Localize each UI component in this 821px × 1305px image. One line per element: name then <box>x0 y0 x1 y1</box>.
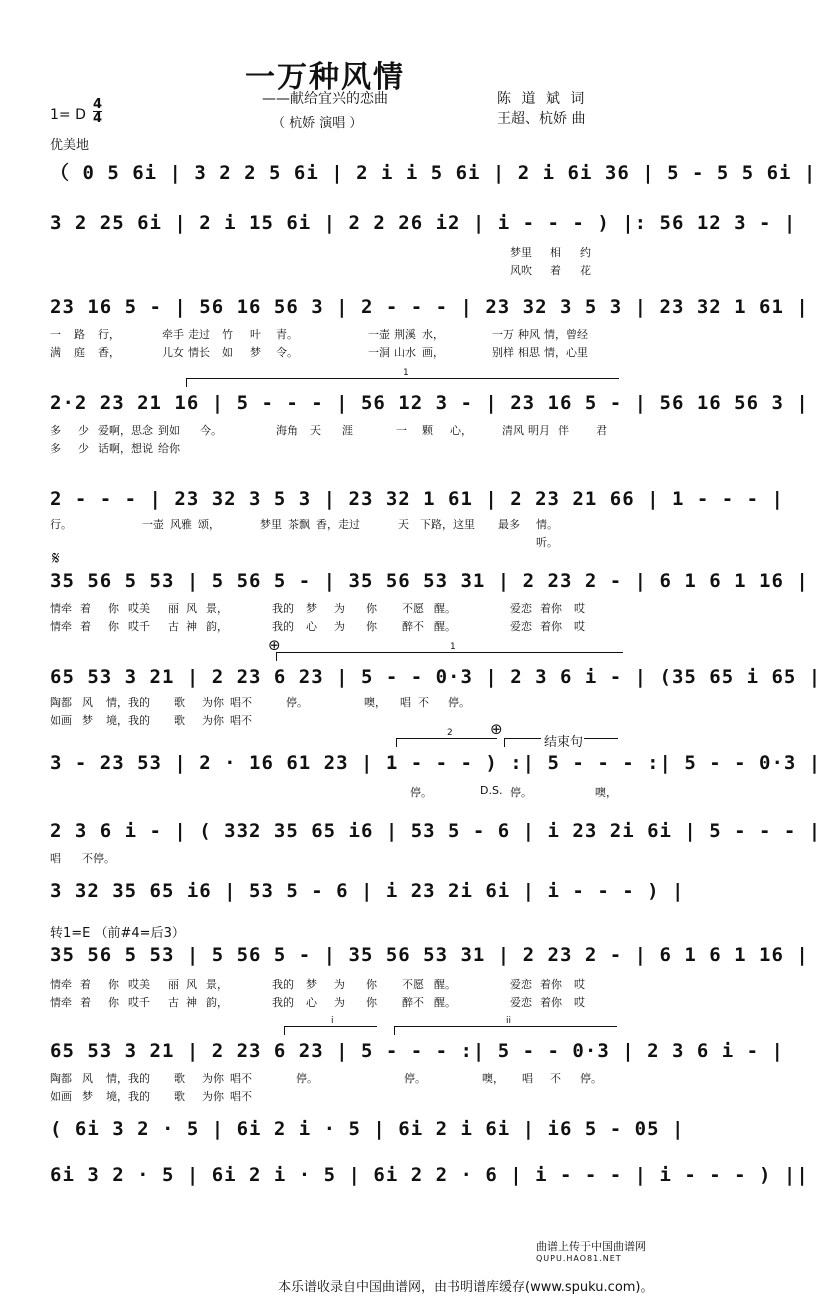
lyric-syllable: 清风 <box>502 424 524 437</box>
lyric-syllable: 爱恋 <box>510 978 532 991</box>
lyric-syllable: 唱不 <box>230 714 252 727</box>
lyric-syllable: 丽 <box>168 978 179 991</box>
lyric-syllable: 哎 <box>574 996 585 1009</box>
lyric-syllable: 停。 <box>580 1072 602 1085</box>
lyric-syllable: 相思 <box>518 346 540 359</box>
lyric-syllable: 涯 <box>342 424 353 437</box>
lyric-syllable: D.S. <box>480 784 503 797</box>
lyric-syllable: 着 <box>80 978 91 991</box>
lyric-syllable: 青。 <box>276 328 298 341</box>
lyric-syllable: 爱啊，思念 <box>98 424 153 437</box>
lyric-syllable: 海角 <box>276 424 298 437</box>
coda-sign: ⊕ <box>268 636 281 654</box>
lyric-syllable: 你 <box>366 602 377 615</box>
lyric-syllable: 种风 <box>518 328 540 341</box>
lyric-syllable: 你 <box>366 978 377 991</box>
lyric-syllable: 不愿 <box>402 602 424 615</box>
lyric-syllable: 景， <box>206 978 228 991</box>
end-phrase-label: 结束句 <box>544 735 584 750</box>
lyric-syllable: 你 <box>108 996 119 1009</box>
lyric-syllable: 行。 <box>50 518 72 531</box>
lyric-syllable: 梦里 <box>510 246 532 259</box>
lyric-syllable: 情牵 <box>50 978 72 991</box>
lyric-syllable: 哎 <box>574 620 585 633</box>
lyric-syllable: 哎千 <box>128 620 150 633</box>
lyric-syllable: 神 <box>186 620 197 633</box>
lyric-syllable: 醉不 <box>402 620 424 633</box>
lyric-line <box>50 1088 630 1104</box>
lyric-syllable: 噢， <box>482 1072 504 1085</box>
lyric-syllable: 梦 <box>306 978 317 991</box>
lyric-syllable: 梦 <box>82 714 93 727</box>
lyric-syllable: 唱不 <box>230 1090 252 1103</box>
lyric-syllable: 风 <box>82 1072 93 1085</box>
notation-row: 2 3 6 i - | ( 332 35 65 i6 | 53 5 - 6 | i 23 2i 6i | 5 - - - | <box>50 820 821 842</box>
lyric-syllable: 香，走过 <box>316 518 360 531</box>
lyric-syllable: 心 <box>306 620 317 633</box>
lyric-syllable: 情，我的 <box>106 1072 150 1085</box>
lyric-syllable: 哎 <box>574 978 585 991</box>
lyric-syllable: 我的 <box>272 996 294 1009</box>
lyric-syllable: 心， <box>450 424 472 437</box>
volta-bracket-1 <box>186 368 619 387</box>
lyric-syllable: 一 <box>396 424 407 437</box>
volta-label: 1 <box>450 642 456 652</box>
lyric-syllable: 古 <box>168 996 179 1009</box>
volta-bracket-2 <box>396 728 497 747</box>
lyric-syllable: 着你 <box>540 602 562 615</box>
lyric-syllable: 风 <box>186 978 197 991</box>
key-signature: 1= D <box>50 107 86 123</box>
notation-row: 65 53 3 21 | 2 23 6 23 | 5 - - 0·3 | 2 3 6 i - | (35 65 i 65 | <box>50 666 821 688</box>
lyric-syllable: 停。 <box>296 1072 318 1085</box>
stamp-url: QUPU.HAO81.NET <box>536 1254 622 1263</box>
lyric-syllable: 下路，这里 <box>420 518 475 531</box>
lyric-syllable: 韵， <box>206 996 228 1009</box>
lyric-syllable: 醒。 <box>434 620 456 633</box>
lyric-syllable: 神 <box>186 996 197 1009</box>
lyric-syllable: 为你 <box>202 714 224 727</box>
lyric-syllable: 唱 <box>522 1072 533 1085</box>
lyric-line <box>50 712 630 728</box>
lyric-syllable: 颂， <box>198 518 220 531</box>
lyric-syllable: 天 <box>310 424 321 437</box>
lyric-line <box>50 850 630 866</box>
lyric-syllable: 爱恋 <box>510 996 532 1009</box>
lyric-syllable: 哎美 <box>128 602 150 615</box>
site-stamp <box>536 1238 646 1263</box>
lyric-syllable: 情牵 <box>50 996 72 1009</box>
tempo-marking: 优美地 <box>50 138 90 153</box>
lyric-line <box>50 694 630 710</box>
lyric-syllable: 梦里 <box>260 518 282 531</box>
lyric-syllable: 哎美 <box>128 978 150 991</box>
lyric-line <box>50 784 630 800</box>
lyric-syllable: 今。 <box>200 424 222 437</box>
lyric-syllable: 歌 <box>174 714 185 727</box>
end-phrase-bracket <box>584 738 618 747</box>
lyric-syllable: 不 <box>418 696 429 709</box>
lyric-syllable: 梦 <box>82 1090 93 1103</box>
lyric-syllable: 停。 <box>410 786 432 799</box>
lyric-syllable: 不愿 <box>402 978 424 991</box>
time-top: 4 <box>93 97 103 112</box>
lyric-syllable: 情。 <box>536 518 558 531</box>
lyric-syllable: 路 <box>74 328 85 341</box>
lyric-syllable: 噢， <box>364 696 386 709</box>
lyric-syllable: 颗 <box>422 424 433 437</box>
lyric-syllable: 着 <box>550 264 561 277</box>
lyric-syllable: 着 <box>80 996 91 1009</box>
lyric-syllable: 如 <box>222 346 233 359</box>
lyric-line <box>50 618 630 634</box>
lyric-syllable: 到如 <box>158 424 180 437</box>
lyric-syllable: 竹 <box>222 328 233 341</box>
footer-source: 本乐谱收录自中国曲谱网，由书明谱库缓存(www.spuku.com)。 <box>278 1280 654 1295</box>
lyric-syllable: 给你 <box>158 442 180 455</box>
lyric-syllable: 醒。 <box>434 996 456 1009</box>
volta-label: ii <box>506 1016 512 1026</box>
lyric-line <box>50 516 630 532</box>
lyric-syllable: 爱恋 <box>510 620 532 633</box>
lyric-syllable: 一万 <box>492 328 514 341</box>
lyric-syllable: 为你 <box>202 696 224 709</box>
notation-row: ( 6i 3 2 · 5 | 6i 2 i · 5 | 6i 2 i 6i | i6 5 - 05 | <box>50 1118 685 1140</box>
lyric-syllable: 一壶 <box>368 328 390 341</box>
lyric-line <box>50 422 630 438</box>
lyric-syllable: 停。 <box>404 1072 426 1085</box>
lyric-syllable: 别样 <box>492 346 514 359</box>
lyric-syllable: 画， <box>422 346 444 359</box>
lyric-syllable: 陶都 <box>50 1072 72 1085</box>
lyric-syllable: 情，我的 <box>106 696 150 709</box>
lyric-syllable: 为 <box>334 996 345 1009</box>
lyric-syllable: 为 <box>334 602 345 615</box>
lyric-syllable: 行， <box>98 328 120 341</box>
notation-row: 3 2 25 6i | 2 i 15 6i | 2 2 26 i2 | i - - - ) |: 56 12 3 - | <box>50 212 797 234</box>
notation-row: （ 0 5 6i | 3 2 2 5 6i | 2 i i 5 6i | 2 i 6i 36 | 5 - 5 5 6i | <box>50 162 817 184</box>
lyric-syllable: 走过 <box>188 328 210 341</box>
lyric-syllable: 唱不 <box>230 696 252 709</box>
page-title: 一万种风情 <box>245 60 405 95</box>
lyric-line <box>50 344 630 360</box>
lyric-syllable: 儿女 <box>162 346 184 359</box>
lyric-syllable: 叶 <box>250 328 261 341</box>
lyric-syllable: 我的 <box>272 620 294 633</box>
lyric-syllable: 我的 <box>272 602 294 615</box>
lyric-syllable: 香， <box>98 346 120 359</box>
notation-row: 23 16 5 - | 56 16 56 3 | 2 - - - | 23 32 3 5 3 | 23 32 1 61 | <box>50 296 809 318</box>
volta-label: i <box>331 1016 334 1026</box>
lyric-syllable: 境，我的 <box>106 1090 150 1103</box>
time-signature <box>93 98 102 125</box>
lyric-syllable: 景， <box>206 602 228 615</box>
lyric-syllable: 为 <box>334 620 345 633</box>
lyric-syllable: 情长 <box>188 346 210 359</box>
lyric-syllable: 不 <box>550 1072 561 1085</box>
lyric-syllable: 风 <box>82 696 93 709</box>
lyric-syllable: 丽 <box>168 602 179 615</box>
lyric-syllable: 为你 <box>202 1072 224 1085</box>
lyric-syllable: 着你 <box>540 978 562 991</box>
lyric-syllable: 最多 <box>498 518 520 531</box>
lyric-syllable: 风吹 <box>510 264 532 277</box>
lyric-syllable: 醒。 <box>434 978 456 991</box>
notation-row: 3 - 23 53 | 2 · 16 61 23 | 1 - - - ) :| 5 - - - :| 5 - - 0·3 | <box>50 752 821 774</box>
lyric-syllable: 满 <box>50 346 61 359</box>
lyric-syllable: 歌 <box>174 696 185 709</box>
lyric-syllable: 着你 <box>540 620 562 633</box>
lyric-syllable: 你 <box>366 996 377 1009</box>
lyric-syllable: 唱 <box>400 696 411 709</box>
lyric-line <box>50 994 630 1010</box>
volta-label: 1 <box>403 368 409 378</box>
notation-row: 35 56 5 53 | 5 56 5 - | 35 56 53 31 | 2 23 2 - | 6 1 6 1 16 | <box>50 944 809 966</box>
lyric-syllable: 情牵 <box>50 620 72 633</box>
notation-row: 65 53 3 21 | 2 23 6 23 | 5 - - - :| 5 - - 0·3 | 2 3 6 i - | <box>50 1040 784 1062</box>
notation-row: 2·2 23 21 16 | 5 - - - | 56 12 3 - | 23 16 5 - | 56 16 56 3 | <box>50 392 809 414</box>
stamp-text: 曲谱上传于中国曲谱网 <box>536 1240 646 1253</box>
lyric-syllable: 少 <box>78 442 89 455</box>
lyric-line <box>50 244 630 260</box>
lyric-syllable: 停。 <box>448 696 470 709</box>
performers: （ 杭娇 演唱 ） <box>272 116 363 131</box>
lyric-syllable: 歌 <box>174 1072 185 1085</box>
lyric-syllable: 哎千 <box>128 996 150 1009</box>
lyric-syllable: 哎 <box>574 602 585 615</box>
composer: 王超、杭娇 曲 <box>497 111 586 127</box>
lyricist: 陈 道 斌 词 <box>497 91 588 107</box>
lyric-syllable: 为你 <box>202 1090 224 1103</box>
end-phrase-bracket <box>504 738 541 747</box>
notation-row: 3 32 35 65 i6 | 53 5 - 6 | i 23 2i 6i | i - - - ) | <box>50 880 685 902</box>
lyric-syllable: 一壶 <box>142 518 164 531</box>
lyric-syllable: 唱不 <box>230 1072 252 1085</box>
lyric-syllable: 山水 <box>394 346 416 359</box>
lyric-syllable: 一 <box>50 328 61 341</box>
lyric-syllable: 话啊，想说 <box>98 442 153 455</box>
lyric-line <box>50 262 630 278</box>
lyric-syllable: 着 <box>80 602 91 615</box>
lyric-syllable: 风 <box>186 602 197 615</box>
lyric-syllable: 如画 <box>50 1090 72 1103</box>
lyric-syllable: 歌 <box>174 1090 185 1103</box>
lyric-syllable: 君 <box>596 424 607 437</box>
lyric-syllable: 荆溪 <box>394 328 416 341</box>
lyric-syllable: 茶飘 <box>288 518 310 531</box>
lyric-syllable: 境，我的 <box>106 714 150 727</box>
lyric-syllable: 着 <box>80 620 91 633</box>
lyric-syllable: 一洞 <box>368 346 390 359</box>
lyric-syllable: 多 <box>50 424 61 437</box>
lyric-syllable: 唱 <box>50 852 61 865</box>
lyric-syllable: 着你 <box>540 996 562 1009</box>
lyric-syllable: 水， <box>422 328 444 341</box>
lyric-syllable: 你 <box>108 602 119 615</box>
lyric-syllable: 庭 <box>74 346 85 359</box>
lyric-syllable: 情牵 <box>50 602 72 615</box>
lyric-line <box>50 976 630 992</box>
lyric-syllable: 天 <box>398 518 409 531</box>
lyric-syllable: 爱恋 <box>510 602 532 615</box>
lyric-syllable: 你 <box>108 978 119 991</box>
lyric-syllable: 如画 <box>50 714 72 727</box>
volta-bracket-i <box>284 1016 377 1035</box>
lyric-syllable: 停。 <box>510 786 532 799</box>
segno-sign: 𝄋 <box>52 548 60 569</box>
lyric-syllable: 约 <box>580 246 591 259</box>
lyric-syllable: 伴 <box>558 424 569 437</box>
lyric-syllable: 古 <box>168 620 179 633</box>
lyric-syllable: 醉不 <box>402 996 424 1009</box>
lyric-syllable: 不停。 <box>82 852 115 865</box>
lyric-syllable: 花 <box>580 264 591 277</box>
volta-bracket-ii <box>394 1016 617 1035</box>
lyric-syllable: 情，曾经 <box>544 328 588 341</box>
lyric-syllable: 相 <box>550 246 561 259</box>
notation-row: 35 56 5 53 | 5 56 5 - | 35 56 53 31 | 2 23 2 - | 6 1 6 1 16 | <box>50 570 809 592</box>
lyric-syllable: 梦 <box>250 346 261 359</box>
volta-bracket-1 <box>276 642 623 661</box>
lyric-syllable: 你 <box>366 620 377 633</box>
time-bottom: 4 <box>93 111 103 126</box>
lyric-syllable: 陶都 <box>50 696 72 709</box>
notation-row: 6i 3 2 · 5 | 6i 2 i · 5 | 6i 2 2 · 6 | i - - - | i - - - ) || <box>50 1164 809 1186</box>
modulation-note: 转1=E （前#4=后3） <box>50 926 185 941</box>
lyric-syllable: 听。 <box>536 536 558 549</box>
lyric-syllable: 牵手 <box>162 328 184 341</box>
lyric-syllable: 为 <box>334 978 345 991</box>
lyric-line <box>50 534 630 550</box>
lyric-syllable: 你 <box>108 620 119 633</box>
lyric-syllable: 多 <box>50 442 61 455</box>
lyric-syllable: 令。 <box>276 346 298 359</box>
lyric-syllable: 心 <box>306 996 317 1009</box>
coda-sign: ⊕ <box>490 720 503 738</box>
lyric-syllable: 情，心里 <box>544 346 588 359</box>
lyric-line <box>50 1070 630 1086</box>
volta-label: 2 <box>447 728 453 738</box>
lyric-syllable: 我的 <box>272 978 294 991</box>
lyric-syllable: 风雅 <box>170 518 192 531</box>
lyric-syllable: 明月 <box>528 424 550 437</box>
lyric-syllable: 停。 <box>286 696 308 709</box>
lyric-line <box>50 600 630 616</box>
lyric-syllable: 韵， <box>206 620 228 633</box>
lyric-syllable: 噢， <box>595 786 617 799</box>
notation-row: 2 - - - | 23 32 3 5 3 | 23 32 1 61 | 2 23 21 66 | 1 - - - | <box>50 488 784 510</box>
lyric-syllable: 梦 <box>306 602 317 615</box>
lyric-syllable: 醒。 <box>434 602 456 615</box>
lyric-syllable: 少 <box>78 424 89 437</box>
lyric-line <box>50 440 630 456</box>
lyric-line <box>50 326 630 342</box>
subtitle: ——献给宜兴的恋曲 <box>262 91 388 107</box>
